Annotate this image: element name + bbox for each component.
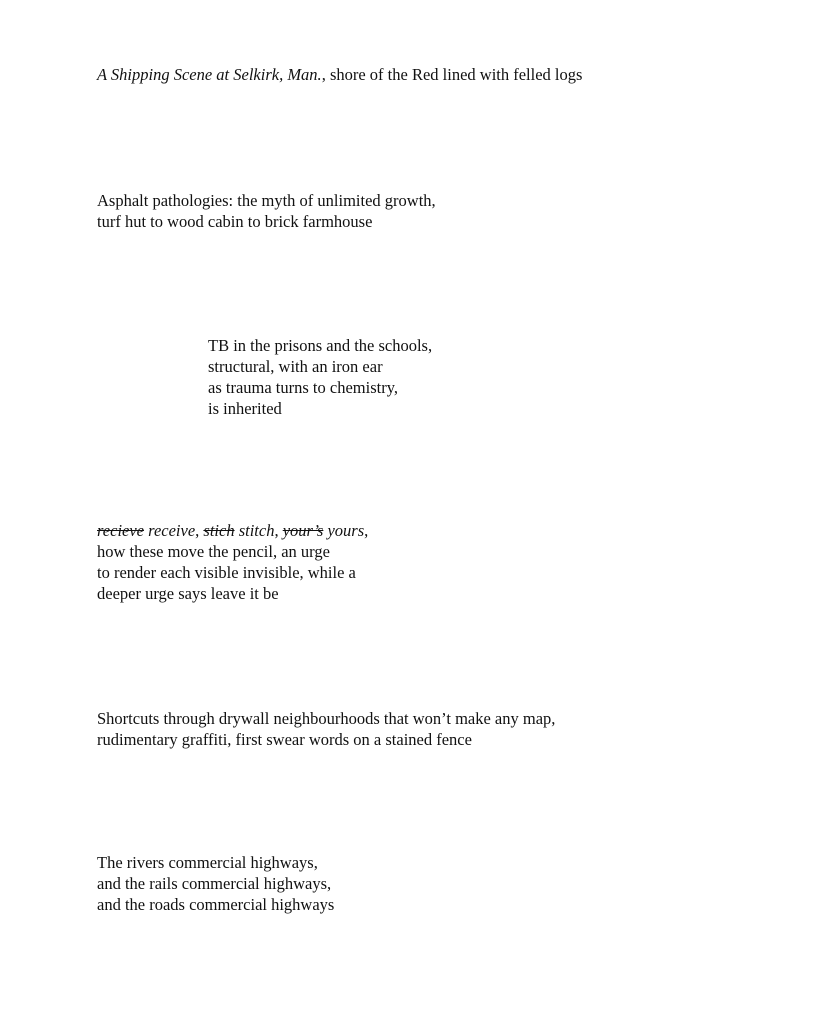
- stanza-line: The rivers commercial highways,: [97, 853, 318, 872]
- stanza-line: and the roads commercial highways: [97, 895, 335, 914]
- stanza-line: how these move the pencil, an urge: [97, 542, 330, 561]
- stanza-1-line: [97, 64, 582, 85]
- corrected-word: stitch: [238, 521, 275, 540]
- corrected-word: yours: [327, 521, 365, 540]
- struck-word: your’s: [282, 521, 324, 540]
- struck-word: recieve: [97, 521, 145, 540]
- stanza-line: turf hut to wood cabin to brick farmhouse: [97, 212, 373, 231]
- stanza-1: [97, 64, 582, 85]
- stanza-line: deeper urge says leave it be: [97, 584, 279, 603]
- stanza-line: structural, with an iron ear: [208, 357, 383, 376]
- stanza-line: and the rails commercial highways,: [97, 874, 332, 893]
- separator: ,: [274, 521, 283, 540]
- corrected-word: receive: [148, 521, 196, 540]
- stanza-5: [97, 708, 555, 750]
- stanza-line: as trauma turns to chemistry,: [208, 378, 399, 397]
- artwork-title: A Shipping Scene at Selkirk, Man.: [97, 65, 322, 84]
- stanza-line: TB in the prisons and the schools,: [208, 336, 433, 355]
- corrections-line: [97, 520, 368, 541]
- struck-word: stich: [203, 521, 235, 540]
- stanza-line: Shortcuts through drywall neighbourhoods that won’t make any map,: [97, 709, 556, 728]
- stanza-3: [208, 335, 432, 419]
- stanza-4: [97, 520, 368, 604]
- stanza-2: [97, 190, 436, 232]
- stanza-1-text: , shore of the Red lined with felled logs: [321, 65, 583, 84]
- stanza-line: rudimentary graffiti, first swear words on a stained fence: [97, 730, 472, 749]
- stanza-line: Asphalt pathologies: the myth of unlimited growth,: [97, 191, 436, 210]
- stanza-line: is inherited: [208, 399, 282, 418]
- separator: ,: [195, 521, 204, 540]
- separator: ,: [364, 521, 369, 540]
- stanza-6: [97, 852, 334, 915]
- stanza-line: to render each visible invisible, while a: [97, 563, 356, 582]
